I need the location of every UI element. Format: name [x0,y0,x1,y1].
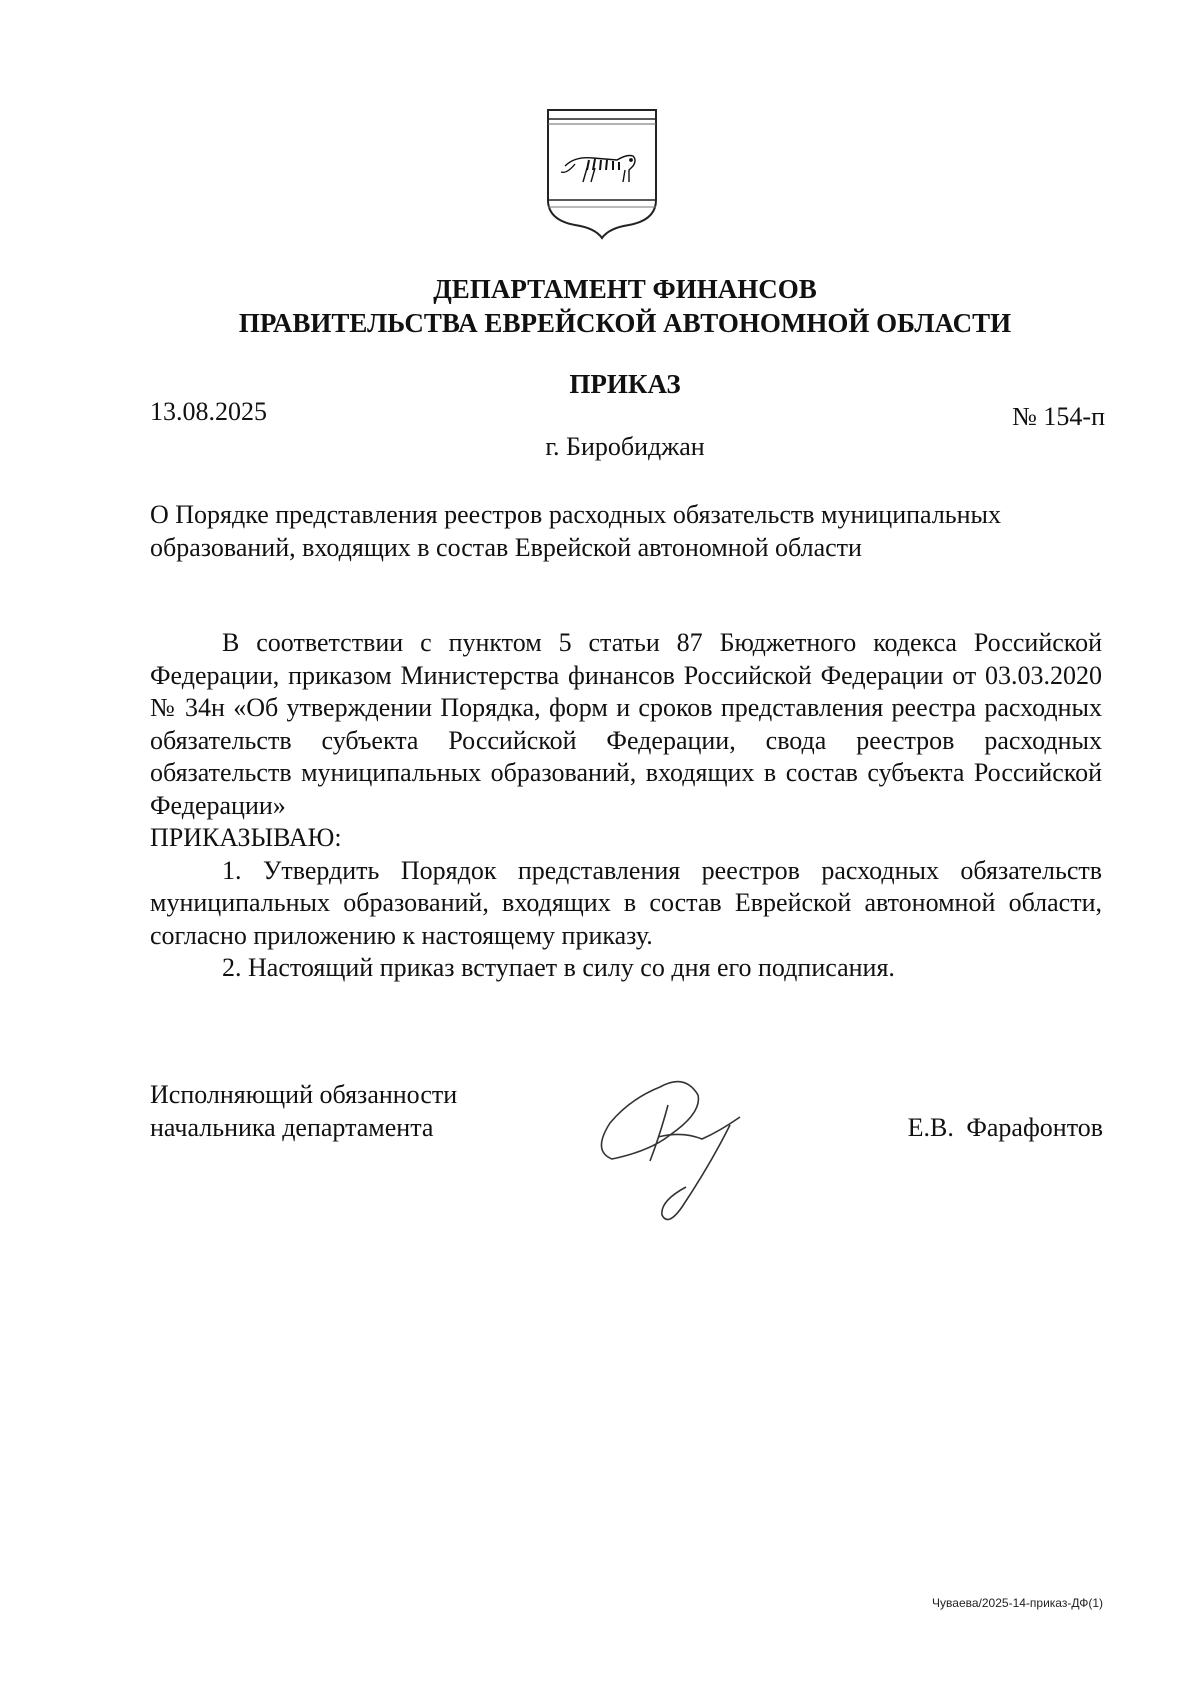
command-word: ПРИКАЗЫВАЮ: [150,823,342,852]
order-item-1: 1. Утвердить Порядок представления реестров расходных обязательств муниципальных образований, входящих в состав Еврейской автономной области, согласно приложению к настоящему приказу. [150,855,1102,950]
order-item-2: 2. Настоящий приказ вступает в силу со дня его подписания. [222,953,895,982]
footer-document-code: Чуваева/2025-14-приказ-ДФ(1) [932,1596,1103,1610]
preamble-paragraph: В соответствии с пунктом 5 статьи 87 Бюджетного кодекса Российской Федерации, приказом Министерства финансов Российской Федерации от 03.03.2020 № 34н «Об утверждении Порядка, форм и сроков представления реестра расходных обязательств субъекта Российской Федерации, свода реестров расходных обязательств муниципальных образований, входящих в состав субъекта Российской Федерации» [150,628,1102,820]
handwritten-signature [590,1065,790,1235]
department-name: ДЕПАРТАМЕНТ ФИНАНСОВ [433,274,817,304]
government-name: ПРАВИТЕЛЬСТВА ЕВРЕЙСКОЙ АВТОНОМНОЙ ОБЛАСТИ [238,308,1012,338]
document-subject: О Порядке представления реестров расходных обязательств муниципальных образований, входящих в состав Еврейской автономной области [150,500,1002,562]
signatory-position [150,1078,457,1144]
document-type: ПРИКАЗ [569,369,681,399]
document-body [150,627,1102,985]
document-city: г. Биробиджан [545,432,705,461]
document-date: 13.08.2025 [150,397,267,426]
signer-name: Е.В. Фарафонтов [907,1113,1103,1142]
position-line-2: начальника департамента [150,1113,434,1142]
document-number: № 154-п [1012,402,1105,431]
coat-of-arms-icon [545,108,659,240]
position-line-1: Исполняющий обязанности [150,1080,458,1109]
